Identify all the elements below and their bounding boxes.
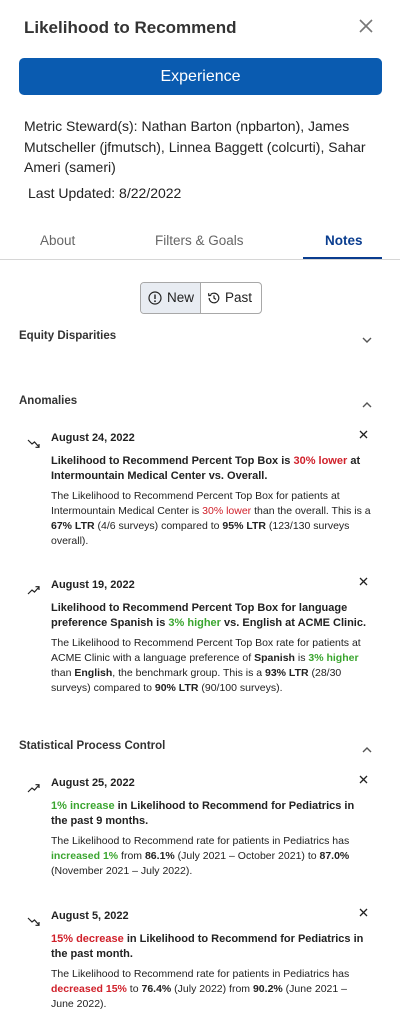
section-equity-disparities[interactable]: Equity Disparities bbox=[19, 330, 117, 342]
headline-text: Likelihood to Recommend Percent Top Box for language preference Spanish is bbox=[51, 602, 348, 629]
anomaly-card-body bbox=[51, 636, 371, 696]
close-icon[interactable] bbox=[358, 18, 374, 34]
tab-about[interactable]: About bbox=[40, 233, 76, 248]
active-tab-indicator bbox=[303, 257, 382, 259]
body-bold: 95% LTR bbox=[222, 520, 266, 532]
spc-card-date: August 5, 2022 bbox=[51, 910, 129, 922]
body-text: (28/30 surveys) compared to bbox=[51, 667, 342, 694]
body-text: (November 2021 – July 2022). bbox=[51, 865, 193, 877]
body-text: than the overall. This is a bbox=[251, 505, 371, 517]
body-text: The Likelihood to Recommend rate for patients in Pediatrics has bbox=[51, 835, 350, 847]
body-text: (90/100 surveys). bbox=[198, 682, 283, 694]
spc-card-body bbox=[51, 834, 371, 879]
trend-down-icon bbox=[27, 916, 40, 927]
exclamation-circle-icon bbox=[148, 291, 162, 305]
metric-steward-text: Metric Steward(s): Nathan Barton (npbarton), James Mutscheller (jfmutsch), Linnea Baggett (colcurti), Sahar Ameri (sameri) bbox=[24, 118, 366, 175]
close-icon[interactable] bbox=[359, 577, 368, 586]
body-text: , the benchmark group. This is a bbox=[112, 667, 265, 679]
close-icon[interactable] bbox=[359, 775, 368, 784]
anomaly-card-date: August 24, 2022 bbox=[51, 432, 135, 444]
body-bold: 76.4% bbox=[141, 983, 172, 995]
body-highlight: 30% lower bbox=[202, 505, 252, 517]
toggle-new-label: New bbox=[167, 290, 195, 305]
body-bold: 67% LTR bbox=[51, 520, 95, 532]
spc-card-body bbox=[51, 967, 371, 1012]
history-icon bbox=[207, 291, 221, 305]
tab-bar bbox=[0, 226, 400, 260]
headline-text: in Likelihood to Recommend for Pediatrics in the past month. bbox=[51, 933, 364, 960]
body-text: than bbox=[51, 667, 75, 679]
body-text: (June 2021 – June 2022). bbox=[51, 983, 347, 1010]
body-bold: 93% LTR bbox=[265, 667, 309, 679]
new-past-toggle bbox=[140, 282, 262, 314]
body-highlight: increased 1% bbox=[51, 850, 119, 862]
body-text: The Likelihood to Recommend rate for patients in Pediatrics has bbox=[51, 968, 350, 980]
trend-up-icon bbox=[27, 585, 40, 596]
chevron-up-icon[interactable] bbox=[362, 746, 372, 754]
toggle-past-label: Past bbox=[225, 290, 253, 305]
anomaly-card-date: August 19, 2022 bbox=[51, 579, 135, 591]
body-bold: 87.0% bbox=[319, 850, 350, 862]
body-text: (July 2021 – October 2021) to bbox=[174, 850, 320, 862]
headline-text: at Intermountain Medical Center vs. Overall. bbox=[51, 455, 361, 482]
chevron-down-icon[interactable] bbox=[362, 336, 372, 344]
body-bold: Spanish bbox=[254, 652, 295, 664]
body-text: The Likelihood to Recommend Percent Top Box rate for patients at ACME Clinic with a language preference of bbox=[51, 637, 361, 664]
spc-card-date: August 25, 2022 bbox=[51, 777, 135, 789]
body-text: (123/130 surveys overall). bbox=[51, 520, 350, 547]
body-bold: 90% LTR bbox=[154, 682, 199, 694]
headline-highlight: 30% lower bbox=[293, 455, 348, 467]
close-icon[interactable] bbox=[359, 908, 368, 917]
trend-up-icon bbox=[27, 783, 40, 794]
anomaly-card-headline bbox=[51, 454, 369, 484]
headline-text: in Likelihood to Recommend for Pediatrics in the past 9 months. bbox=[51, 800, 355, 827]
body-text: (July 2022) from bbox=[171, 983, 253, 995]
body-text: from bbox=[118, 850, 145, 862]
body-text: The Likelihood to Recommend Percent Top Box for patients at Intermountain Medical Center is bbox=[51, 490, 340, 517]
trend-down-icon bbox=[27, 438, 40, 449]
toggle-new-button[interactable] bbox=[141, 283, 201, 313]
anomaly-card-headline bbox=[51, 601, 369, 631]
body-bold: 86.1% bbox=[144, 850, 175, 862]
headline-highlight: 15% decrease bbox=[51, 933, 124, 945]
body-text: (4/6 surveys) compared to bbox=[94, 520, 223, 532]
last-updated-text: Last Updated: 8/22/2022 bbox=[28, 185, 182, 201]
section-statistical-process-control[interactable]: Statistical Process Control bbox=[19, 740, 166, 752]
toggle-past-button[interactable] bbox=[201, 283, 261, 313]
tab-notes[interactable]: Notes bbox=[325, 233, 363, 248]
body-highlight: 3% higher bbox=[308, 652, 359, 664]
panel-header bbox=[0, 0, 400, 58]
spc-card-headline bbox=[51, 932, 369, 962]
panel-title: Likelihood to Recommend bbox=[24, 18, 237, 37]
body-bold: English bbox=[74, 667, 113, 679]
section-anomalies[interactable]: Anomalies bbox=[19, 395, 78, 407]
body-bold: 90.2% bbox=[252, 983, 283, 995]
experience-button[interactable]: Experience bbox=[19, 58, 382, 95]
body-text: to bbox=[126, 983, 142, 995]
chevron-up-icon[interactable] bbox=[362, 401, 372, 409]
body-text: is bbox=[294, 652, 309, 664]
headline-text: Likelihood to Recommend Percent Top Box is bbox=[51, 455, 294, 467]
headline-highlight: 1% increase bbox=[51, 800, 115, 812]
headline-text: vs. English at ACME Clinic. bbox=[220, 617, 367, 629]
body-highlight: decreased 15% bbox=[51, 983, 127, 995]
spc-card-headline bbox=[51, 799, 369, 829]
headline-highlight: 3% higher bbox=[168, 617, 221, 629]
tab-filters-goals[interactable]: Filters & Goals bbox=[155, 233, 244, 248]
anomaly-card-body bbox=[51, 489, 371, 549]
close-icon[interactable] bbox=[359, 430, 368, 439]
